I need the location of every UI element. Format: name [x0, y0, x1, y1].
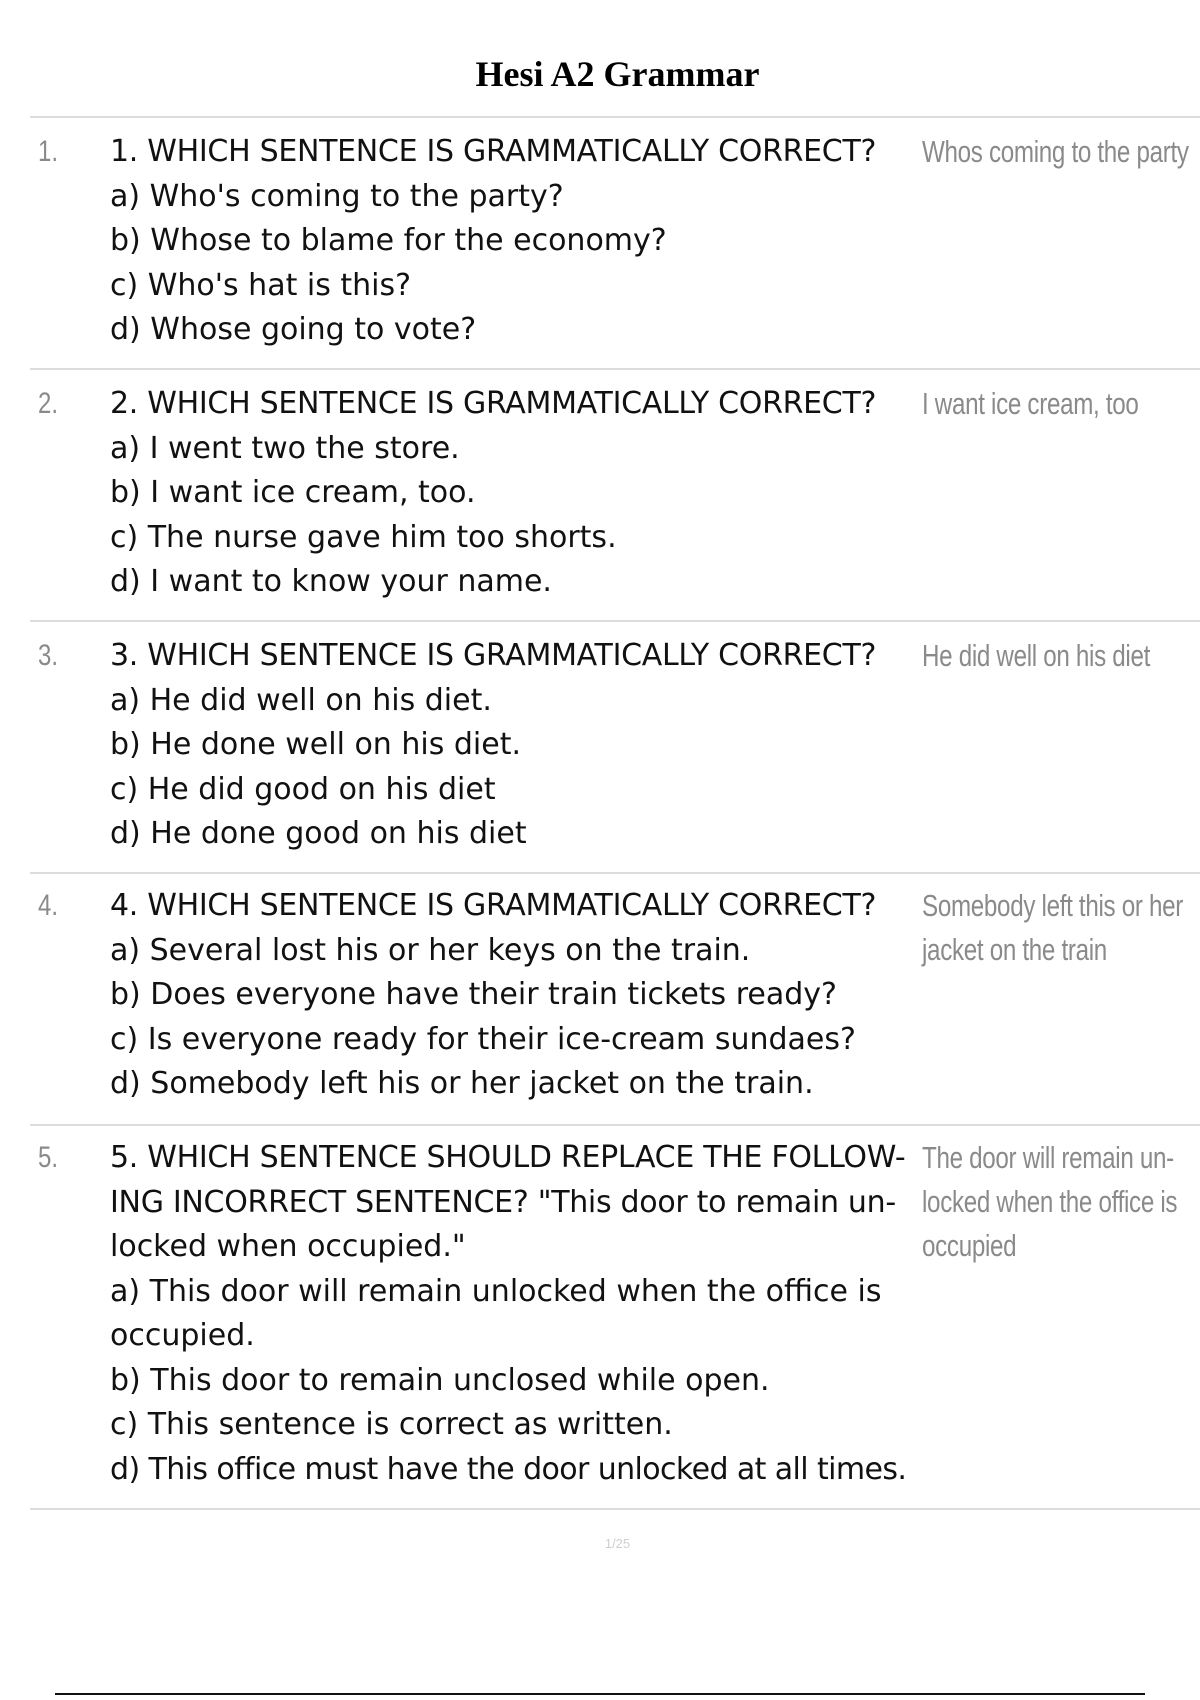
answer-line: locked when the office is	[922, 1184, 1178, 1219]
option-b: b) Whose to blame for the economy?	[110, 223, 667, 258]
option-b: b) I want ice cream, too.	[110, 475, 476, 510]
document-title: Hesi A2 Grammar	[475, 54, 760, 94]
option-c: c) Who's hat is this?	[110, 267, 412, 303]
question-text: 2. WHICH SENTENCE IS GRAMMATICALLY CORRECT?	[110, 386, 877, 421]
divider	[30, 1124, 1200, 1126]
answer-line: jacket on the train	[922, 932, 1107, 967]
item-number: 2.	[38, 387, 59, 420]
answer-line: occupied	[922, 1228, 1017, 1263]
option-b: b) He done well on his diet.	[110, 727, 521, 762]
option-d: d) Somebody left his or her jacket on the train.	[110, 1066, 814, 1101]
item-number: 5.	[38, 1141, 59, 1174]
option-d: d) He done good on his diet	[110, 816, 527, 851]
option-b: b) This door to remain unclosed while open.	[110, 1362, 770, 1398]
option-c: c) The nurse gave him too shorts.	[110, 519, 617, 555]
answer-text	[922, 634, 1197, 678]
answer-line: I want ice cream, too	[922, 386, 1139, 421]
divider	[30, 620, 1200, 622]
question-text: 4. WHICH SENTENCE IS GRAMMATICALLY CORRECT?	[110, 888, 877, 923]
page-indicator: 1/25	[604, 1536, 631, 1551]
option-a: a) Several lost his or her keys on the train.	[110, 932, 751, 968]
answer-text	[922, 884, 1197, 972]
question-block	[110, 382, 910, 605]
question-text-line: locked when occupied."	[110, 1229, 466, 1264]
option-d: d) I want to know your name.	[110, 564, 552, 599]
answer-text	[922, 130, 1197, 174]
option-a: a) I went two the store.	[110, 430, 460, 466]
answer-line: Somebody left this or her	[922, 888, 1184, 923]
answer-line: The door will remain un-	[922, 1140, 1174, 1175]
divider	[30, 1508, 1200, 1510]
option-a-continued: occupied.	[110, 1318, 255, 1353]
answer-line: Whos coming to the party	[922, 134, 1189, 169]
question-block	[110, 130, 910, 353]
option-d: d) Whose going to vote?	[110, 312, 477, 347]
question-text: 1. WHICH SENTENCE IS GRAMMATICALLY CORRECT?	[110, 134, 877, 169]
item-number: 3.	[38, 639, 59, 672]
question-text: 3. WHICH SENTENCE IS GRAMMATICALLY CORRECT?	[110, 638, 877, 673]
item-number: 4.	[38, 889, 59, 922]
item-number: 1.	[38, 135, 59, 168]
question-block	[110, 884, 910, 1107]
divider	[30, 872, 1200, 874]
question-text-line: ING INCORRECT SENTENCE? "This door to remain un-	[110, 1184, 896, 1220]
question-text-line: 5. WHICH SENTENCE SHOULD REPLACE THE FOLLOW-	[110, 1140, 906, 1175]
option-c: c) He did good on his diet	[110, 771, 496, 807]
answer-text	[922, 382, 1197, 426]
divider	[30, 368, 1200, 370]
question-block	[110, 634, 910, 857]
option-a: a) Who's coming to the party?	[110, 178, 564, 214]
question-block	[110, 1136, 910, 1492]
option-c: c) This sentence is correct as written.	[110, 1407, 673, 1442]
divider	[30, 116, 1200, 118]
option-a: a) He did well on his diet.	[110, 682, 492, 718]
bottom-rule	[55, 1693, 1145, 1695]
option-a: a) This door will remain unlocked when the office is	[110, 1273, 882, 1309]
answer-line: He did well on his diet	[922, 638, 1151, 673]
option-d: d) This office must have the door unlocked at all times.	[110, 1451, 907, 1487]
option-c: c) Is everyone ready for their ice-cream sundaes?	[110, 1021, 856, 1057]
answer-text	[922, 1136, 1197, 1268]
option-b: b) Does everyone have their train tickets ready?	[110, 977, 837, 1012]
